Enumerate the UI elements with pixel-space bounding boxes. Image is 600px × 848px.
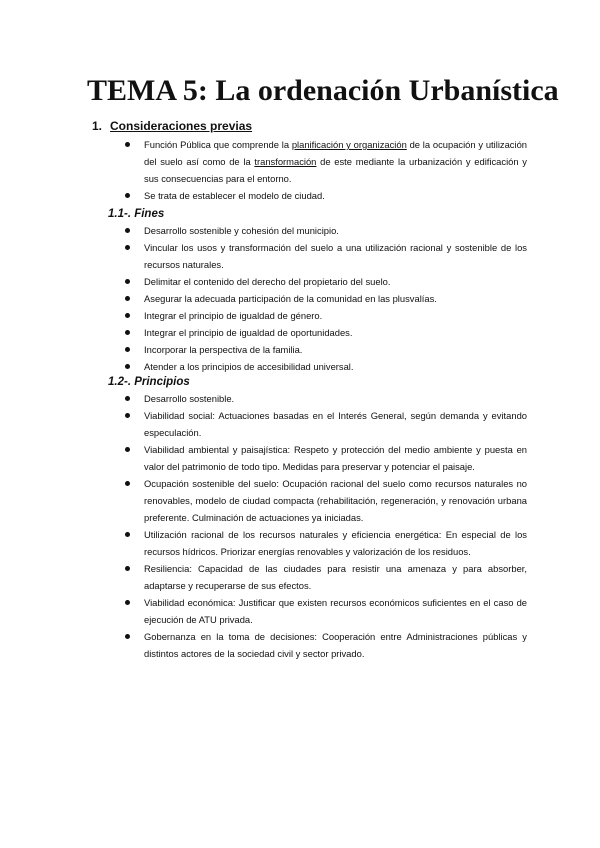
bullet-icon	[125, 600, 130, 605]
bullet-icon	[125, 279, 130, 284]
fines-list	[0, 222, 527, 375]
list-item: Integrar el principio de igualdad de género.	[0, 307, 527, 324]
bullet-icon	[125, 296, 130, 301]
page-title: TEMA 5: La ordenación Urbanística	[87, 74, 559, 107]
bullet-icon	[125, 447, 130, 452]
underlined-term: transformación	[254, 156, 317, 167]
list-item: Vincular los usos y transformación del suelo a una utilización racional y sostenible de los recursos naturales.	[0, 239, 527, 273]
bullet-icon	[125, 245, 130, 250]
bullet-icon	[125, 413, 130, 418]
section-heading	[92, 118, 252, 134]
bullet-icon	[125, 347, 130, 352]
list-item: Resiliencia: Capacidad de las ciudades para resistir una amenaza y para absorber, adaptarse y recuperarse de sus efectos.	[0, 560, 527, 594]
subheading-fines: 1.1-. Fines	[108, 208, 165, 220]
list-item: Integrar el principio de igualdad de oportunidades.	[0, 324, 527, 341]
bullet-icon	[125, 634, 130, 639]
list-item: Desarrollo sostenible y cohesión del municipio.	[0, 222, 527, 239]
underlined-term: planificación y organización	[291, 139, 407, 150]
list-item: Incorporar la perspectiva de la familia.	[0, 341, 527, 358]
list-item: Viabilidad social: Actuaciones basadas en el Interés General, según demanda y evitando especulación.	[0, 407, 527, 441]
intro-list	[0, 136, 527, 204]
list-item: Gobernanza en la toma de decisiones: Cooperación entre Administraciones públicas y distintos actores de la sociedad civil y sector privado.	[0, 628, 527, 662]
list-item: Utilización racional de los recursos naturales y eficiencia energética: En especial de los recursos hídricos. Priorizar energías renovables y valorización de los residuos.	[0, 526, 527, 560]
list-item: Viabilidad económica: Justificar que existen recursos económicos suficientes en el caso de ejecución de ATU privada.	[0, 594, 527, 628]
list-item: Atender a los principios de accesibilidad universal.	[0, 358, 527, 375]
bullet-icon	[125, 142, 130, 147]
bullet-icon	[125, 481, 130, 486]
list-item: Ocupación sostenible del suelo: Ocupación racional del suelo como recursos naturales no renovables, modelo de ciudad compacta (rehabilitación, regeneración, y renovación urbana preferente. Culminación de actuaciones ya iniciadas.	[0, 475, 527, 526]
bullet-icon	[125, 532, 130, 537]
section-label: Consideraciones previas	[110, 119, 253, 133]
bullet-icon	[125, 364, 130, 369]
bullet-icon	[125, 193, 130, 198]
list-item: Desarrollo sostenible.	[0, 390, 527, 407]
subheading-principios: 1.2-. Principios	[108, 376, 190, 388]
list-item: Delimitar el contenido del derecho del propietario del suelo.	[0, 273, 527, 290]
bullet-icon	[125, 313, 130, 318]
principios-list	[0, 390, 527, 662]
bullet-icon	[125, 228, 130, 233]
bullet-icon	[125, 566, 130, 571]
bullet-icon	[125, 396, 130, 401]
list-item: Función Pública que comprende la planificación y organización de la ocupación y utilización del suelo así como de la transformación de este mediante la urbanización y edificación y sus consecuencias para el entorno.	[0, 136, 527, 187]
bullet-icon	[125, 330, 130, 335]
section-number: 1.	[92, 119, 103, 133]
list-item: Se trata de establecer el modelo de ciudad.	[0, 187, 527, 204]
list-item: Asegurar la adecuada participación de la comunidad en las plusvalías.	[0, 290, 527, 307]
list-item: Viabilidad ambiental y paisajística: Respeto y protección del medio ambiente y puesta en valor del patrimonio de todo tipo. Medidas para preservar y potenciar el paisaje.	[0, 441, 527, 475]
